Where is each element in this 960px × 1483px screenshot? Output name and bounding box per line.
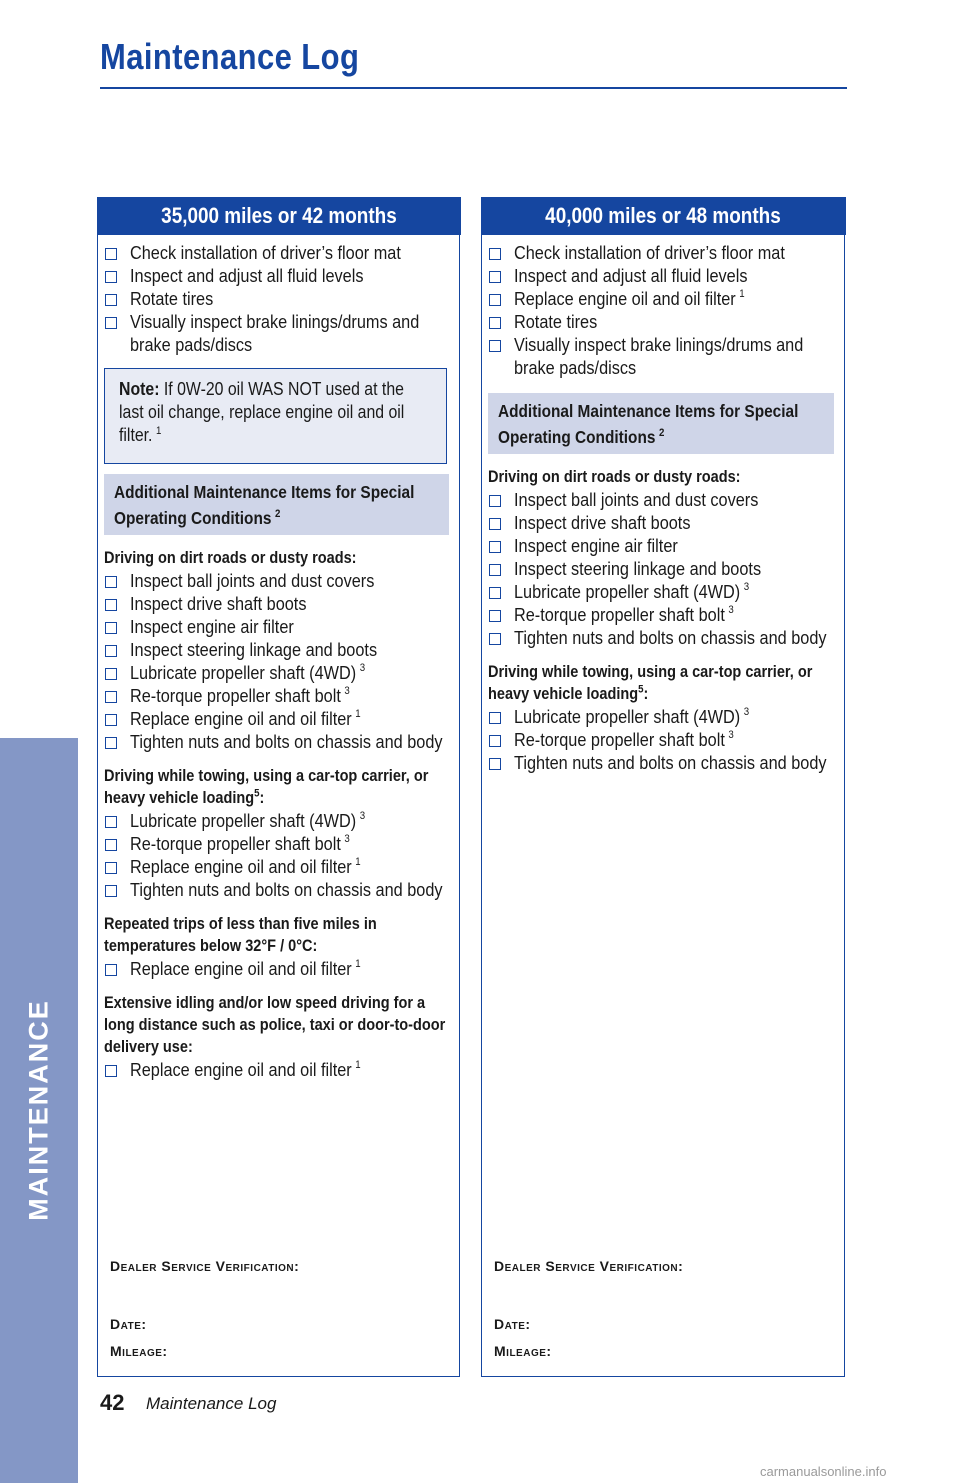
checklist-item-text: Tighten nuts and bolts on chassis and body: [130, 730, 443, 752]
footnote-marker: 1: [355, 856, 361, 869]
checkbox-icon[interactable]: [105, 576, 117, 588]
condition-heading-text: Driving on dirt roads or dusty roads:: [104, 548, 357, 567]
checkbox-icon[interactable]: [105, 668, 117, 680]
checklist-item: [104, 241, 453, 264]
checkbox-icon[interactable]: [105, 816, 117, 828]
checklist-item: [104, 684, 453, 707]
footnote-marker: 5: [638, 683, 644, 695]
checklist-item-text: Inspect ball joints and dust covers: [514, 488, 759, 510]
checklist-item: [488, 534, 838, 557]
condition-heading-tail: :: [259, 788, 265, 807]
checklist-item: [104, 661, 453, 684]
footnote-marker: 1: [355, 1059, 361, 1072]
checklist-item: [488, 728, 838, 751]
checkbox-icon[interactable]: [489, 564, 501, 576]
checklist-item-text: Replace engine oil and oil filter: [130, 707, 352, 729]
checkbox-icon[interactable]: [489, 340, 501, 352]
additional-items-title: Additional Maintenance Items for Special Operating Conditions: [114, 481, 415, 528]
checkbox-icon[interactable]: [105, 645, 117, 657]
checklist-item-text: Tighten nuts and bolts on chassis and body: [514, 751, 827, 773]
interval-header: 40,000 miles or 48 months: [481, 197, 846, 235]
footnote-marker: 3: [359, 662, 366, 675]
checklist-item-text: Inspect ball joints and dust covers: [130, 569, 375, 591]
dealer-verification-label: Dealer Service Verification:: [494, 1258, 684, 1274]
condition-heading-text: Driving while towing, using a car-top carrier, or heavy vehicle loading: [104, 766, 429, 807]
checklist-item: [104, 730, 453, 753]
checklist-item-text: Re-torque propeller shaft bolt: [514, 603, 725, 625]
checklist-item-text: Re-torque propeller shaft bolt: [130, 832, 341, 854]
watermark: carmanualsonline.info: [760, 1464, 887, 1479]
footnote-marker: 3: [728, 604, 734, 617]
checklist-item: [488, 603, 838, 626]
checklist-item-text: Lubricate propeller shaft (4WD): [514, 705, 741, 727]
footer-label: Maintenance Log: [146, 1394, 277, 1413]
condition-heading: [104, 992, 453, 1058]
checkbox-icon[interactable]: [105, 248, 117, 260]
checkbox-icon[interactable]: [489, 633, 501, 645]
checklist-item-text: Lubricate propeller shaft (4WD): [514, 580, 741, 602]
checklist-item: [104, 638, 453, 661]
footnote-marker: 1: [739, 288, 745, 301]
checkbox-icon[interactable]: [105, 294, 117, 306]
interval-body: [482, 235, 844, 774]
additional-footnote: 2: [658, 426, 665, 439]
footnote-marker: 1: [355, 708, 361, 721]
checklist-item-text: Inspect drive shaft boots: [514, 511, 691, 533]
checklist-item: [104, 615, 453, 638]
mileage-label: Mileage:: [494, 1343, 552, 1359]
date-label: Date:: [110, 1316, 147, 1332]
checklist-item: [104, 832, 453, 855]
checklist-item: [104, 957, 453, 980]
checklist-item-text: Inspect and adjust all fluid levels: [130, 264, 364, 286]
checkbox-icon[interactable]: [105, 714, 117, 726]
checklist-item: [488, 241, 838, 264]
condition-heading-text: Driving on dirt roads or dusty roads:: [488, 467, 741, 486]
footnote-marker: 1: [355, 958, 361, 971]
additional-footnote: 2: [274, 507, 281, 520]
checklist-item-text: Replace engine oil and oil filter: [514, 287, 736, 309]
checklist-item-text: Replace engine oil and oil filter: [130, 1058, 352, 1080]
additional-items-title: Additional Maintenance Items for Special Operating Conditions: [498, 400, 799, 447]
checklist-item-text: Rotate tires: [514, 310, 598, 332]
note-text: If 0W-20 oil WAS NOT used at the last oil change, replace engine oil and oil filter.: [119, 378, 405, 445]
interval-35000-panel: [97, 197, 460, 1377]
checkbox-icon[interactable]: [489, 495, 501, 507]
checklist-item-text: Inspect engine air filter: [130, 615, 294, 637]
interval-40000-panel: [481, 197, 845, 1377]
checkbox-icon[interactable]: [489, 587, 501, 599]
checkbox-icon[interactable]: [105, 1065, 117, 1077]
checklist-item: [104, 592, 453, 615]
checkbox-icon[interactable]: [105, 964, 117, 976]
checklist-item: [104, 878, 453, 901]
checklist-item-text: Check installation of driver’s floor mat: [514, 241, 785, 263]
checklist-item-text: Re-torque propeller shaft bolt: [130, 684, 341, 706]
checkbox-icon[interactable]: [105, 317, 117, 329]
checkbox-icon[interactable]: [105, 599, 117, 611]
checkbox-icon[interactable]: [489, 518, 501, 530]
page-title: Maintenance Log: [100, 36, 360, 77]
checklist-item: [104, 809, 453, 832]
checklist-item: [488, 511, 838, 534]
page-number: 42: [100, 1390, 125, 1415]
checkbox-icon[interactable]: [105, 885, 117, 897]
checklist-item-text: Check installation of driver’s floor mat: [130, 241, 401, 263]
checkbox-icon[interactable]: [105, 737, 117, 749]
checklist-item-text: Inspect and adjust all fluid levels: [514, 264, 748, 286]
additional-items-banner: [104, 474, 449, 535]
condition-heading: [488, 661, 838, 705]
condition-heading-text: Extensive idling and/or low speed driving for a long distance such as police, taxi or door-to-door delivery use:: [104, 993, 446, 1056]
checklist-item-text: Replace engine oil and oil filter: [130, 855, 352, 877]
dealer-verification-label: Dealer Service Verification:: [110, 1258, 300, 1274]
checklist-item: [488, 626, 838, 649]
footnote-marker: 3: [344, 685, 350, 698]
checklist-item: [104, 264, 453, 287]
checklist-item-text: Replace engine oil and oil filter: [130, 957, 352, 979]
checklist-item: [104, 707, 453, 730]
checkbox-icon[interactable]: [105, 839, 117, 851]
checklist-item-text: Tighten nuts and bolts on chassis and body: [130, 878, 443, 900]
checkbox-icon[interactable]: [489, 294, 501, 306]
checklist-item-text: Lubricate propeller shaft (4WD): [130, 661, 357, 683]
footnote-marker: 3: [728, 729, 734, 742]
interval-header: 35,000 miles or 42 months: [97, 197, 461, 235]
footnote-marker: 3: [743, 581, 750, 594]
checklist-item-text: Lubricate propeller shaft (4WD): [130, 809, 357, 831]
footnote-marker: 3: [344, 833, 350, 846]
date-label: Date:: [494, 1316, 531, 1332]
checklist-item-text: Re-torque propeller shaft bolt: [514, 728, 725, 750]
checklist: [488, 241, 838, 379]
mileage-label: Mileage:: [110, 1343, 168, 1359]
checklist-item-text: Inspect steering linkage and boots: [130, 638, 378, 660]
checkbox-icon[interactable]: [489, 610, 501, 622]
checkbox-icon[interactable]: [105, 691, 117, 703]
checklist-item-text: Inspect engine air filter: [514, 534, 678, 556]
checklist-item: [488, 264, 838, 287]
condition-heading: [104, 765, 453, 809]
condition-heading-text: Repeated trips of less than five miles in temperatures below 32°F / 0°C:: [104, 914, 377, 955]
footnote-marker: 3: [359, 810, 366, 823]
title-rule: [100, 87, 847, 89]
note-label: Note:: [119, 378, 160, 399]
condition-heading: [488, 466, 838, 488]
condition-sections: [104, 547, 453, 1081]
checklist-item: [488, 310, 838, 333]
checklist-item: [488, 705, 838, 728]
note-footnote: 1: [155, 424, 162, 437]
condition-heading-tail: :: [643, 684, 649, 703]
additional-items-banner: [488, 393, 834, 454]
checkbox-icon[interactable]: [489, 541, 501, 553]
checkbox-icon[interactable]: [489, 317, 501, 329]
checklist: [104, 241, 453, 356]
checklist-item: [104, 310, 453, 356]
checklist-item: [488, 333, 838, 379]
checklist-item-text: Rotate tires: [130, 287, 214, 309]
checkbox-icon[interactable]: [105, 271, 117, 283]
checkbox-icon[interactable]: [489, 248, 501, 260]
checklist-item: [104, 287, 453, 310]
checkbox-icon[interactable]: [489, 758, 501, 770]
checklist-item: [104, 1058, 453, 1081]
checklist-item: [488, 580, 838, 603]
checklist-item-text: Visually inspect brake linings/drums and brake pads/discs: [130, 310, 420, 355]
checklist-item-text: Inspect drive shaft boots: [130, 592, 307, 614]
checkbox-icon[interactable]: [489, 735, 501, 747]
checklist-item-text: Inspect steering linkage and boots: [514, 557, 762, 579]
checklist-item: [488, 557, 838, 580]
checklist-item: [488, 488, 838, 511]
checklist-item: [104, 855, 453, 878]
condition-sections: [488, 466, 838, 774]
side-tab-label: MAINTENANCE: [23, 999, 54, 1221]
footnote-marker: 3: [743, 706, 750, 719]
note-box: [104, 368, 447, 464]
checkbox-icon[interactable]: [105, 862, 117, 874]
checkbox-icon[interactable]: [489, 712, 501, 724]
checklist-item: [104, 569, 453, 592]
checkbox-icon[interactable]: [489, 271, 501, 283]
checklist-item: [488, 287, 838, 310]
checklist-item-text: Visually inspect brake linings/drums and brake pads/discs: [514, 333, 804, 378]
checklist-item-text: Tighten nuts and bolts on chassis and body: [514, 626, 827, 648]
interval-body: [98, 235, 459, 1081]
condition-heading: [104, 547, 453, 569]
footnote-marker: 5: [254, 787, 260, 799]
checklist-item: [488, 751, 838, 774]
condition-heading: [104, 913, 453, 957]
condition-heading-text: Driving while towing, using a car-top carrier, or heavy vehicle loading: [488, 662, 813, 703]
checkbox-icon[interactable]: [105, 622, 117, 634]
